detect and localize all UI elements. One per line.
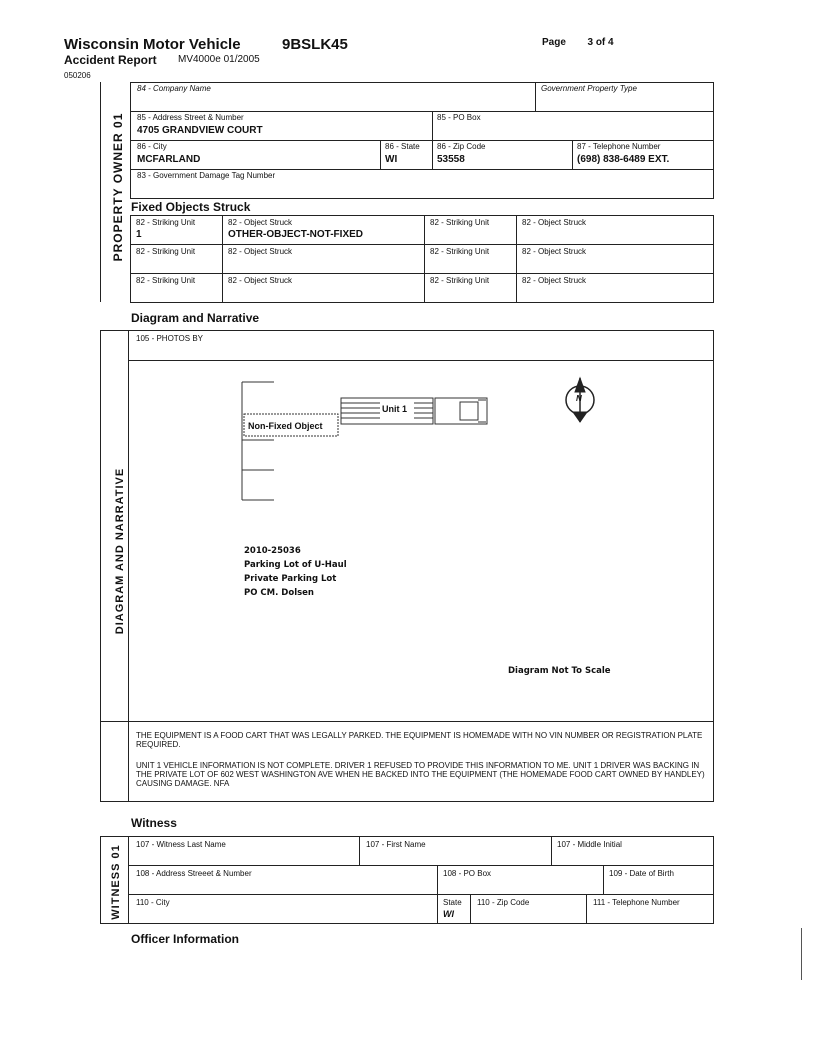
gov-property-type-label: Government Property Type — [541, 84, 637, 93]
striking-unit-value: 1 — [136, 229, 142, 240]
parking-lot-lines — [242, 382, 274, 500]
witness-first-name-label: 107 - First Name — [366, 840, 426, 849]
zip-label: 86 - Zip Code — [437, 142, 486, 151]
witness-dob-label: 109 - Date of Birth — [609, 869, 674, 878]
margin-line — [100, 82, 101, 302]
narrative-paragraph-2: UNIT 1 VEHICLE INFORMATION IS NOT COMPLETE. DRIVER 1 REFUSED TO PROVIDE THIS INFORMATION TO ME. UNIT 1 DRIVER WAS BACKING IN THE PRIVATE LOT OF 602 WEST WASHINGTON AVE WHEN HE BACKED INTO THE EQUIPMENT (THE HOMEMADE FOOD CART OWNED BY HANDLEY) CAUSING DAMAGE. NFA — [136, 761, 705, 788]
zip-value: 53558 — [437, 154, 465, 165]
state-label: 86 - State — [385, 142, 420, 151]
damage-tag-label: 83 - Government Damage Tag Number — [137, 171, 276, 180]
small-code: 050206 — [64, 71, 91, 80]
object-struck-label: 82 - Object Struck — [522, 218, 587, 227]
diagram-note: PO CM. Dolsen — [244, 588, 314, 598]
object-struck-label: 82 - Object Struck — [522, 247, 587, 256]
state-value: WI — [385, 154, 398, 165]
page-total: 4 — [608, 37, 614, 48]
object-struck-label: 82 - Object Struck — [228, 218, 293, 227]
object-struck-label: 82 - Object Struck — [228, 276, 293, 285]
striking-unit-label: 82 - Striking Unit — [430, 247, 490, 256]
witness-middle-initial-label: 107 - Middle Initial — [557, 840, 622, 849]
striking-unit-label: 82 - Striking Unit — [430, 276, 490, 285]
striking-unit-label: 82 - Striking Unit — [136, 218, 196, 227]
unit-1-vehicle — [341, 398, 487, 424]
diagram-scale-note: Diagram Not To Scale — [508, 666, 611, 676]
witness-address-label: 108 - Address Streeet & Number — [136, 869, 252, 878]
address-label: 85 - Address Street & Number — [137, 113, 244, 122]
unit-1-label: Unit 1 — [382, 404, 408, 414]
witness-state-label: State — [443, 898, 462, 907]
witness-side-label: WITNESS 01 — [110, 844, 122, 920]
officer-section-title: Officer Information — [131, 932, 240, 946]
diagram-side-label: DIAGRAM AND NARRATIVE — [114, 467, 126, 635]
striking-unit-label: 82 - Striking Unit — [136, 247, 196, 256]
page-of: of — [595, 37, 606, 48]
po-box-label: 85 - PO Box — [437, 113, 481, 122]
diagram-note: Private Parking Lot — [244, 574, 337, 584]
witness-section-title: Witness — [131, 816, 177, 830]
diagram-notes — [244, 544, 347, 600]
witness-phone-label: 111 - Telephone Number — [593, 898, 680, 907]
witness-zip-label: 110 - Zip Code — [477, 898, 530, 907]
form-code: MV4000e 01/2005 — [178, 54, 260, 65]
striking-unit-label: 82 - Striking Unit — [136, 276, 196, 285]
diagram-drawing — [230, 370, 610, 510]
diagram-note: Parking Lot of U-Haul — [244, 560, 347, 570]
object-struck-label: 82 - Object Struck — [522, 276, 587, 285]
witness-po-box-label: 108 - PO Box — [443, 869, 492, 878]
narrative-paragraph-1: THE EQUIPMENT IS A FOOD CART THAT WAS LEGALLY PARKED. THE EQUIPMENT IS HOMEMADE WITH NO VIN NUMBER OR REGISTRATION PLATE REQUIRED. — [136, 731, 703, 749]
witness-city-label: 110 - City — [136, 898, 170, 907]
fixed-objects-title: Fixed Objects Struck — [131, 200, 251, 214]
witness-last-name-label: 107 - Witness Last Name — [136, 840, 226, 849]
non-fixed-object-label: Non-Fixed Object — [248, 421, 323, 431]
diagram-section-title: Diagram and Narrative — [131, 311, 260, 325]
page-number: 3 — [587, 37, 594, 48]
page-indicator — [542, 37, 614, 48]
form-title: Wisconsin Motor Vehicle — [64, 36, 241, 53]
compass-north-label: N — [576, 394, 582, 403]
object-struck-label: 82 - Object Struck — [228, 247, 293, 256]
address-value: 4705 GRANDVIEW COURT — [137, 125, 263, 136]
document-number: 9BSLK45 — [282, 36, 348, 53]
photos-by-label: 105 - PHOTOS BY — [136, 334, 203, 343]
fixed-objects-table — [130, 215, 714, 303]
striking-unit-label: 82 - Striking Unit — [430, 218, 490, 227]
company-name-label: 84 - Company Name — [137, 84, 211, 93]
city-label: 86 - City — [137, 142, 167, 151]
witness-table — [100, 836, 714, 924]
page-label: Page — [542, 37, 566, 48]
phone-label: 87 - Telephone Number — [577, 142, 661, 151]
scan-artifact-line — [801, 928, 802, 980]
object-struck-value: OTHER-OBJECT-NOT-FIXED — [228, 229, 364, 240]
city-value: MCFARLAND — [137, 154, 201, 165]
diagram-note: 2010-25036 — [244, 546, 301, 556]
phone-value: (698) 838-6489 EXT. — [577, 154, 670, 165]
form-subtitle: Accident Report — [64, 53, 157, 67]
property-owner-side-label: PROPERTY OWNER 01 — [111, 112, 125, 262]
witness-state-value: WI — [443, 909, 454, 919]
